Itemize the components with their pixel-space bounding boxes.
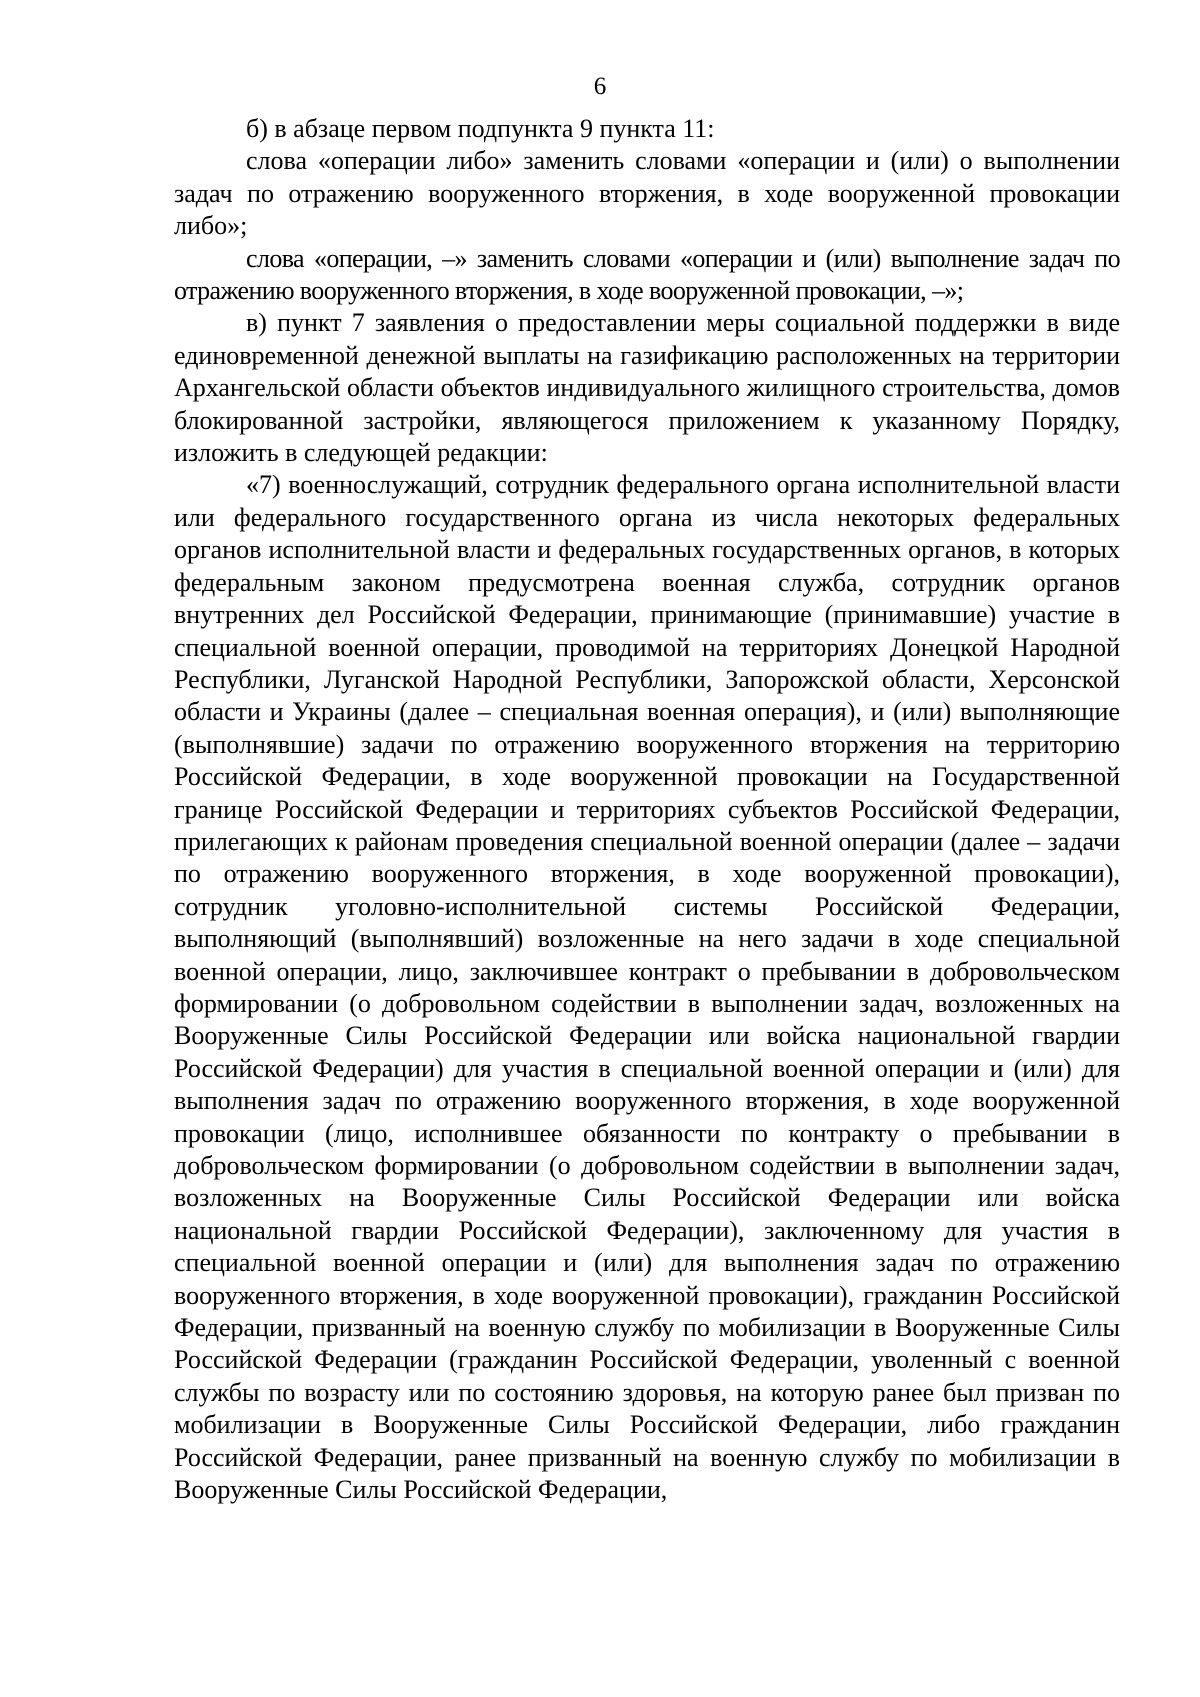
paragraph-subitem-b: б) в абзаце первом подпункта 9 пункта 11: [246, 114, 715, 143]
paragraph-replace-words-1: слова «операции либо» заменить словами «операции и (или) о выполнении задач по отражению вооруженного вторжения, в ходе вооруженной провокации либо»; [174, 146, 1120, 241]
paragraph-item-7-text: «7) военнослужащий, сотрудник федерального органа исполнительной власти или федерального государственного органа из числа некоторых федеральных органов исполнительной власти и федеральных государственных органов, в которых федеральным законом предусмотрена военная служба, сотрудник органов внутренних дел Российской Федерации, принимающие (принимавшие) участие в специальной военной операции, проводимой на территориях Донецкой Народной Республики, Луганской Народной Республики, Запорожской области, Херсонской области и Украины (далее – специальная военная операция), и (или) выполняющие (выполнявшие) задачи по отражению вооруженного вторжения на территорию Российской Федерации, в ходе вооруженной провокации на Государственной границе Российской Федерации и территориях субъектов Российской Федерации, прилегающих к районам проведения специальной военной операции (далее – задачи по отражению вооруженного вторжения, в ходе вооруженной провокации), сотрудник уголовно-исполнительной системы Российской Федерации, выполняющий (выполнявший) возложенные на него задачи в ходе специальной военной операции, лицо, заключившее контракт о пребывании в добровольческом формировании (о добровольном содействии в выполнении задач, возложенных на Вооруженные Силы Российской Федерации или войска национальной гвардии Российской Федерации) для участия в специальной военной операции и (или) для выполнения задач по отражению вооруженного вторжения, в ходе вооруженной провокации (лицо, исполнившее обязанности по контракту о пребывании в добровольческом формировании (о добровольном содействии в выполнении задач, возложенных на Вооруженные Силы Российской Федерации или войска национальной гвардии Российской Федерации), заключенному для участия в специальной военной операции и (или) для выполнения задач по отражению вооруженного вторжения, в ходе вооруженной провокации), гражданин Российской Федерации, призванный на военную службу по мобилизации в Вооруженные Силы Российской Федерации (гражданин Российской Федерации, уволенный с военной службы по возрасту или по состоянию здоровья, на которую ранее был призван по мобилизации в Вооруженные Силы Российской Федерации, либо гражданин Российской Федерации, ранее призванный на военную службу по мобилизации в Вооруженные Силы Российской Федерации, [174, 470, 1120, 1505]
page-number: 6 [593, 73, 607, 100]
paragraph-subitem-v: в) пункт 7 заявления о предоставлении меры социальной поддержки в виде единовременной денежной выплаты на газификацию расположенных на территории Архангельской области объектов индивидуального жилищного строительства, домов блокированной застройки, являющегося приложением к указанному Порядку, изложить в следующей редакции: [174, 308, 1120, 468]
paragraph-replace-words-2: слова «операции, –» заменить словами «операции и (или) выполнение задач по отражению вооруженного вторжения, в ходе вооруженной провокации, –»; [174, 243, 1120, 306]
document-body [174, 113, 1120, 1506]
